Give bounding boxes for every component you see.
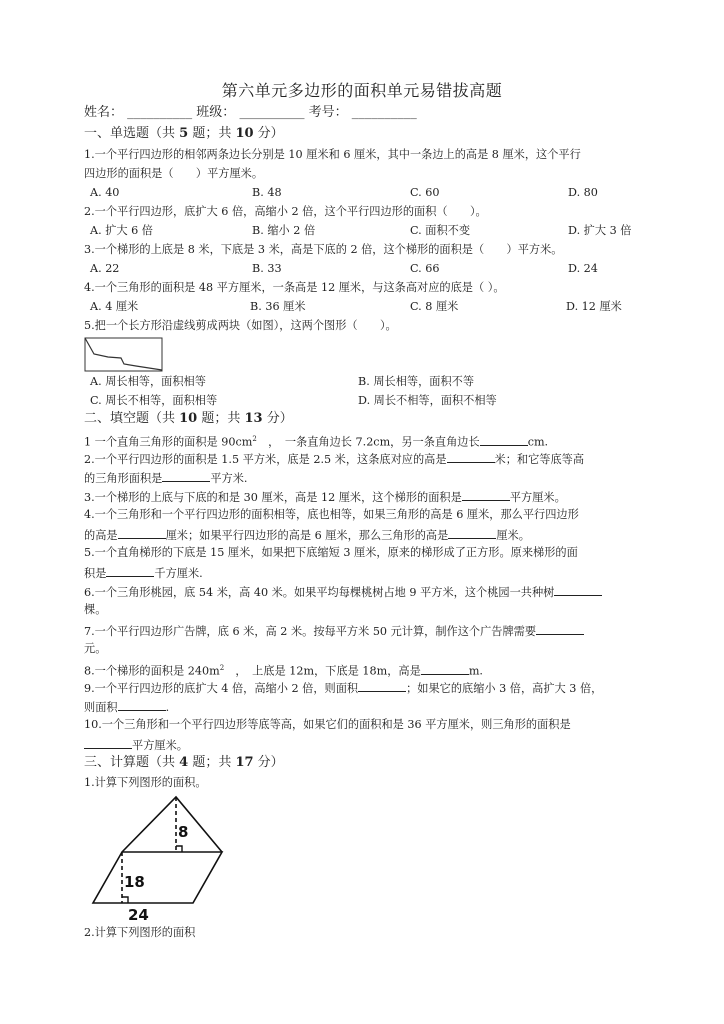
s1-q1-option-b[interactable]: B. 48 bbox=[252, 186, 282, 199]
triangle-parallelogram-figure bbox=[88, 793, 238, 923]
section-2-count: 10 bbox=[179, 411, 198, 426]
section-1-score: 10 bbox=[235, 126, 254, 141]
s2-q8-text-b: ， 上底是 12m，下底是 18m，高是 bbox=[224, 664, 421, 678]
s1-q4-option-a[interactable]: A. 4 厘米 bbox=[90, 300, 139, 313]
s2-q2-text-c: 的三角形面积是 bbox=[84, 472, 163, 485]
s2-q4-text-b: 的高是 bbox=[84, 529, 118, 542]
parallelogram-height-label: 18 bbox=[124, 873, 145, 891]
section-3-score: 17 bbox=[235, 755, 254, 770]
s2-q4-answer-blank-1[interactable] bbox=[118, 527, 166, 539]
s1-q3-option-d[interactable]: D. 24 bbox=[568, 262, 598, 275]
s2-q7-answer-blank[interactable] bbox=[536, 623, 584, 635]
s1-q1-option-c[interactable]: C. 60 bbox=[410, 186, 440, 199]
s2-q2-answer-blank-2[interactable] bbox=[162, 470, 210, 482]
s2-q10-line2 bbox=[84, 737, 188, 753]
s2-q6-line2: 棵。 bbox=[84, 603, 107, 616]
section-2-header bbox=[84, 412, 293, 426]
s2-q8-text-c: m. bbox=[468, 664, 483, 678]
s2-q2-text-b: 米；和它等底等高 bbox=[494, 453, 585, 466]
s3-q1-text: 1.计算下列图形的面积。 bbox=[84, 776, 207, 789]
s2-q3-text-b: 平方厘米。 bbox=[509, 491, 566, 504]
section-3-mid: 题；共 bbox=[188, 755, 236, 770]
s2-q5-text-b: 积是 bbox=[84, 567, 107, 580]
name-label: 姓名： bbox=[84, 105, 124, 120]
s1-q1-option-a[interactable]: A. 40 bbox=[90, 186, 120, 199]
section-1-mid: 题；共 bbox=[188, 126, 236, 141]
s2-q5-line2 bbox=[84, 565, 203, 581]
s2-q4-text-d: 厘米。 bbox=[496, 529, 530, 542]
s2-q5-line1: 5.一个直角梯形的下底是 15 厘米，如果把下底缩短 3 厘米，原来的梯形成了正方形。原来梯形的面 bbox=[84, 546, 578, 559]
s2-q10-line1: 10.一个三角形和一个平行四边形等底等高，如果它们的面积和是 36 平方厘米，则三角形的面积是 bbox=[84, 718, 571, 731]
s2-q8-answer-blank[interactable] bbox=[421, 663, 469, 675]
s2-q9-line1 bbox=[84, 680, 602, 696]
section-2-prefix: 二、填空题（共 bbox=[84, 411, 180, 426]
student-info-line bbox=[84, 106, 417, 120]
s2-q1-superscript: 2 bbox=[252, 435, 257, 443]
s2-q9-line2 bbox=[84, 699, 169, 715]
s1-q2-option-a[interactable]: A. 扩大 6 倍 bbox=[90, 224, 153, 237]
s2-q2-answer-blank-1[interactable] bbox=[447, 451, 495, 463]
s2-q1-text-b: ， 一条直角边长 7.2cm，另一条直角边长 bbox=[256, 435, 480, 449]
s2-q2-line1 bbox=[84, 451, 584, 467]
s3-q2-text: 2.计算下列图形的面积 bbox=[84, 926, 196, 939]
s1-q2-option-c[interactable]: C. 面积不变 bbox=[410, 224, 471, 237]
s1-q1-line2: 四边形的面积是（ ）平方厘米。 bbox=[84, 167, 264, 180]
s1-q4-option-b[interactable]: B. 36 厘米 bbox=[250, 300, 306, 313]
s2-q3-text-a: 3.一个梯形的上底与下底的和是 30 厘米，高是 12 厘米，这个梯形的面积是 bbox=[84, 491, 462, 504]
s2-q4-line2 bbox=[84, 527, 530, 543]
exam-number-label: 考号： bbox=[308, 105, 348, 120]
s2-q4-answer-blank-2[interactable] bbox=[448, 527, 496, 539]
s1-q3-option-b[interactable]: B. 33 bbox=[252, 262, 282, 275]
s1-q3-text: 3.一个梯形的上底是 8 米，下底是 3 米，高是下底的 2 倍，这个梯形的面积是（ ）平方米。 bbox=[84, 243, 563, 256]
section-1-suffix: 分） bbox=[253, 126, 284, 141]
s2-q8-text-a: 8.一个梯形的面积是 240m bbox=[84, 664, 220, 678]
s2-q8-superscript: 2 bbox=[219, 664, 225, 672]
s2-q4-line1: 4.一个三角形和一个平行四边形的面积相等，底也相等，如果三角形的高是 6 厘米，那么平行四边形 bbox=[84, 508, 579, 521]
s2-q9-text-b: ；如果它的底缩小 3 倍，高扩大 3 倍， bbox=[406, 682, 603, 695]
s2-q9-answer-blank-2[interactable] bbox=[118, 699, 166, 711]
section-2-mid: 题；共 bbox=[197, 411, 245, 426]
s2-q9-text-d: . bbox=[165, 701, 170, 714]
s2-q9-text-a: 9.一个平行四边形的底扩大 4 倍，高缩小 2 倍，则面积 bbox=[84, 682, 359, 695]
section-1-prefix: 一、单选题（共 bbox=[84, 126, 180, 141]
name-field[interactable]: __________ bbox=[127, 105, 193, 120]
s1-q2-option-d[interactable]: D. 扩大 3 倍 bbox=[568, 224, 632, 237]
s2-q6-text-a: 6.一个三角形桃园，底 54 米，高 40 米。如果平均每棵桃树占地 9 平方米，这个桃园一共种树 bbox=[84, 586, 555, 599]
s2-q1-text-c: cm. bbox=[527, 435, 549, 449]
s2-q10-text-b: 平方厘米。 bbox=[132, 739, 188, 752]
s1-q3-option-c[interactable]: C. 66 bbox=[410, 262, 440, 275]
s2-q3-answer-blank[interactable] bbox=[462, 489, 510, 501]
s1-q3-option-a[interactable]: A. 22 bbox=[90, 262, 120, 275]
s2-q7-line1 bbox=[84, 623, 584, 639]
s1-q5-text: 5.把一个长方形沿虚线剪成两块（如图），这两个图形（ ）。 bbox=[84, 319, 397, 332]
class-field[interactable]: __________ bbox=[239, 105, 305, 120]
s1-q5-option-b[interactable]: B. 周长相等，面积不等 bbox=[358, 375, 475, 388]
s1-q4-text: 4.一个三角形的面积是 48 平方厘米，一条高是 12 厘米，与这条高对应的底是（ ）。 bbox=[84, 281, 505, 294]
s2-q3 bbox=[84, 489, 566, 505]
s1-q4-option-d[interactable]: D. 12 厘米 bbox=[566, 300, 622, 313]
s2-q7-line2: 元。 bbox=[84, 642, 107, 655]
section-1-count: 5 bbox=[179, 126, 189, 141]
s1-q2-text: 2.一个平行四边形，底扩大 6 倍，高缩小 2 倍，这个平行四边形的面积（ ）。 bbox=[84, 205, 487, 218]
s2-q1 bbox=[84, 432, 548, 450]
section-3-header bbox=[84, 756, 284, 770]
section-1-header bbox=[84, 127, 284, 141]
triangle-height-label: 8 bbox=[178, 823, 189, 841]
s2-q9-answer-blank-1[interactable] bbox=[358, 680, 406, 692]
s1-q1-line1: 1.一个平行四边形的相邻两条边长分别是 10 厘米和 6 厘米，其中一条边上的高是 8 厘米，这个平行 bbox=[84, 148, 581, 161]
section-3-count: 4 bbox=[179, 755, 189, 770]
s2-q5-text-c: 千方厘米. bbox=[154, 567, 203, 580]
s2-q2-line2 bbox=[84, 470, 247, 486]
s2-q10-answer-blank[interactable] bbox=[84, 737, 132, 749]
s1-q5-option-a[interactable]: A. 周长相等，面积相等 bbox=[90, 375, 206, 388]
class-label: 班级： bbox=[196, 105, 236, 120]
s2-q8 bbox=[84, 661, 483, 679]
cut-rectangle-figure bbox=[84, 337, 164, 373]
s2-q4-text-c: 厘米；如果平行四边形的高是 6 厘米，那么三角形的高是 bbox=[165, 529, 449, 542]
s2-q9-text-c: 则面积 bbox=[84, 701, 118, 714]
s2-q2-text-a: 2.一个平行四边形的面积是 1.5 平方米，底是 2.5 米，这条底对应的高是 bbox=[84, 453, 447, 466]
s2-q7-text-a: 7.一个平行四边形广告牌，底 6 米，高 2 米。按每平方米 50 元计算，制作这个广告牌需要 bbox=[84, 625, 537, 638]
s1-q5-option-c[interactable]: C. 周长不相等，面积相等 bbox=[90, 394, 218, 407]
s2-q1-text-a: 1 一个直角三角形的面积是 90cm bbox=[84, 435, 253, 449]
s2-q2-text-d: 平方米. bbox=[210, 472, 248, 485]
page-title: 第六单元多边形的面积单元易错拔高题 bbox=[221, 81, 503, 100]
s2-q1-answer-blank[interactable] bbox=[480, 434, 528, 446]
section-3-prefix: 三、计算题（共 bbox=[84, 755, 180, 770]
section-3-suffix: 分） bbox=[253, 755, 284, 770]
s1-q1-option-d[interactable]: D. 80 bbox=[568, 186, 598, 199]
s1-q2-option-b[interactable]: B. 缩小 2 倍 bbox=[252, 224, 316, 237]
s2-q5-answer-blank[interactable] bbox=[106, 565, 154, 577]
section-2-suffix: 分） bbox=[262, 411, 293, 426]
s2-q6-answer-blank[interactable] bbox=[554, 584, 602, 596]
s1-q4-option-c[interactable]: C. 8 厘米 bbox=[410, 300, 459, 313]
s1-q5-option-d[interactable]: D. 周长不相等，面积不相等 bbox=[358, 394, 497, 407]
exam-number-field[interactable]: __________ bbox=[351, 105, 417, 120]
base-label: 24 bbox=[128, 906, 149, 923]
section-2-score: 13 bbox=[244, 411, 263, 426]
s2-q6-line1 bbox=[84, 584, 602, 600]
